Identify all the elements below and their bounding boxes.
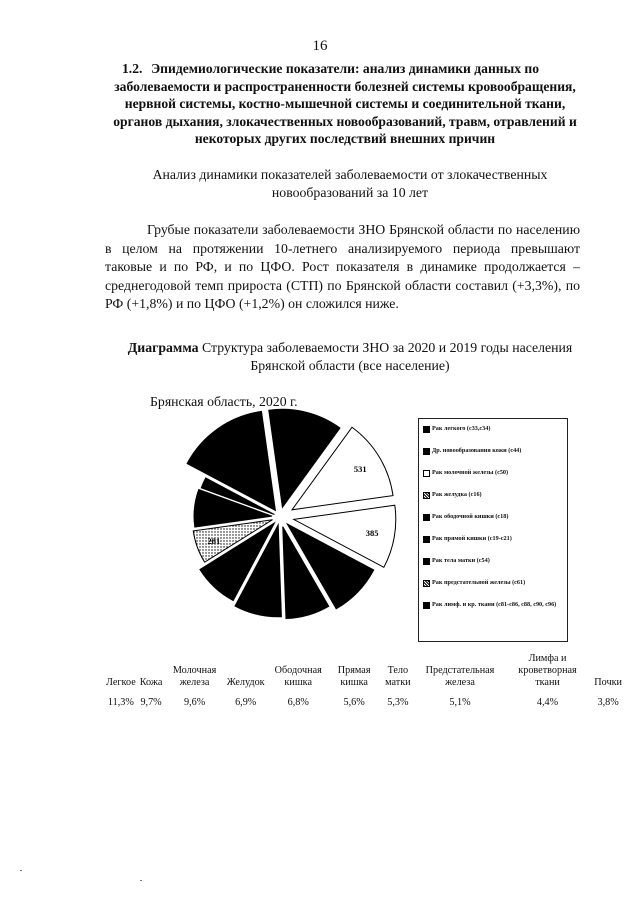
legend-item [423,491,563,499]
chart-legend [418,418,568,642]
legend-label: Рак желудка (с16) [432,491,482,498]
legend-swatch [423,602,430,609]
table-value-cell: 6,8% [287,697,309,708]
table-header-cell: Кожа [139,677,163,688]
table-header-cell: Лимфа и кроветворная ткани [518,653,577,688]
diagram-title [120,339,580,375]
pie-chart [160,405,400,645]
pie-chart-svg [160,405,400,645]
table-header-cell: Почки [594,677,622,688]
table-value-cell: 11,3% [107,697,134,708]
legend-swatch [423,536,430,543]
legend-swatch [423,426,430,433]
legend-label: Рак тела матки (с54) [432,557,490,564]
table-value-cell: 5,3% [387,697,409,708]
subsection-title: Анализ динамики показателей заболеваемости от злокачественных новообразований за 10 лет [152,167,548,200]
table-values-row [104,689,624,709]
pie-slice-label: 531 [353,463,367,474]
legend-label: Рак предстательной железы (с61) [432,579,526,586]
legend-item [423,557,563,565]
legend-label: Рак прямой кишки (с19-с21) [432,535,512,542]
table-header-cell: Тело матки [385,665,411,688]
legend-label: Рак лимф. и кр. ткани (с81-с86, с88, с90, с96) [432,601,557,608]
legend-item [423,425,563,433]
legend-item [423,579,563,587]
table-header-row [104,653,624,689]
legend-swatch [423,558,430,565]
table-value-cell: 5,1% [449,697,471,708]
table-header-cell: Прямая кишка [337,665,371,688]
section-number: 1.2. [122,61,143,76]
legend-swatch [423,470,430,477]
legend-swatch [423,448,430,455]
table-value-cell: 5,6% [343,697,365,708]
legend-swatch [423,580,430,587]
table-header-cell: Предстательная железа [425,665,495,688]
table-header-cell: Молочная железа [172,665,217,688]
scan-speck [140,880,142,881]
legend-label: Рак ободочной кишки (с18) [432,513,509,520]
section-title: Эпидемиологические показатели: анализ динамики данных по заболеваемости и распространенности болезней системы кровообращения, нервной системы, костно-мышечной системы и соединительной ткани, органов дыхания, злокачественных новообразований, травм, отравлений и некоторых других последствий внешних причин [113,61,577,146]
table-value-cell: 3,8% [597,697,619,708]
legend-item [423,513,563,521]
pie-slice-label: 385 [365,528,379,539]
diagram-title-bold: Диаграмма [127,340,199,355]
chart-region-label: Брянская область, 2020 г. [150,394,298,409]
structure-table [104,653,624,709]
table-value-cell: 6,9% [235,697,257,708]
legend-item [423,601,563,609]
legend-item [423,535,563,543]
diagram-title-text: Структура заболеваемости ЗНО за 2020 и 2019 годы населения Брянской области (все население) [198,340,573,373]
table-value-cell: 9,7% [140,697,162,708]
scan-speck [20,870,22,871]
legend-item [423,469,563,477]
table-header-cell: Желудок [226,677,265,688]
legend-label: Рак молочной железы (с50) [432,469,509,476]
section-heading [110,60,580,148]
legend-swatch [423,492,430,499]
table-header-cell: Легкое [106,677,136,688]
pie-slice-label: 281 [207,536,221,547]
legend-label: Др. новообразования кожи (с44) [432,447,522,454]
legend-label: Рак легкого (с33,с34) [432,425,491,432]
table-value-cell: 4,4% [536,697,559,708]
table-header-cell: Ободочная кишка [274,665,322,688]
body-paragraph: Грубые показатели заболеваемости ЗНО Брянской области по населению в целом на протяжении 10-летнего анализируемого периода превышают таковые и по РФ, и по ЦФО. Рост показателя в динамике продолжается – среднегодовой темп прироста (СТП) по Брянской области составил (+3,3%), по РФ (+1,8%) и по ЦФО (+1,2%) он сложился ниже. [105,222,580,312]
table-value-cell: 9,6% [183,697,206,708]
page-number: 16 [312,38,328,54]
legend-swatch [423,514,430,521]
legend-item [423,447,563,455]
